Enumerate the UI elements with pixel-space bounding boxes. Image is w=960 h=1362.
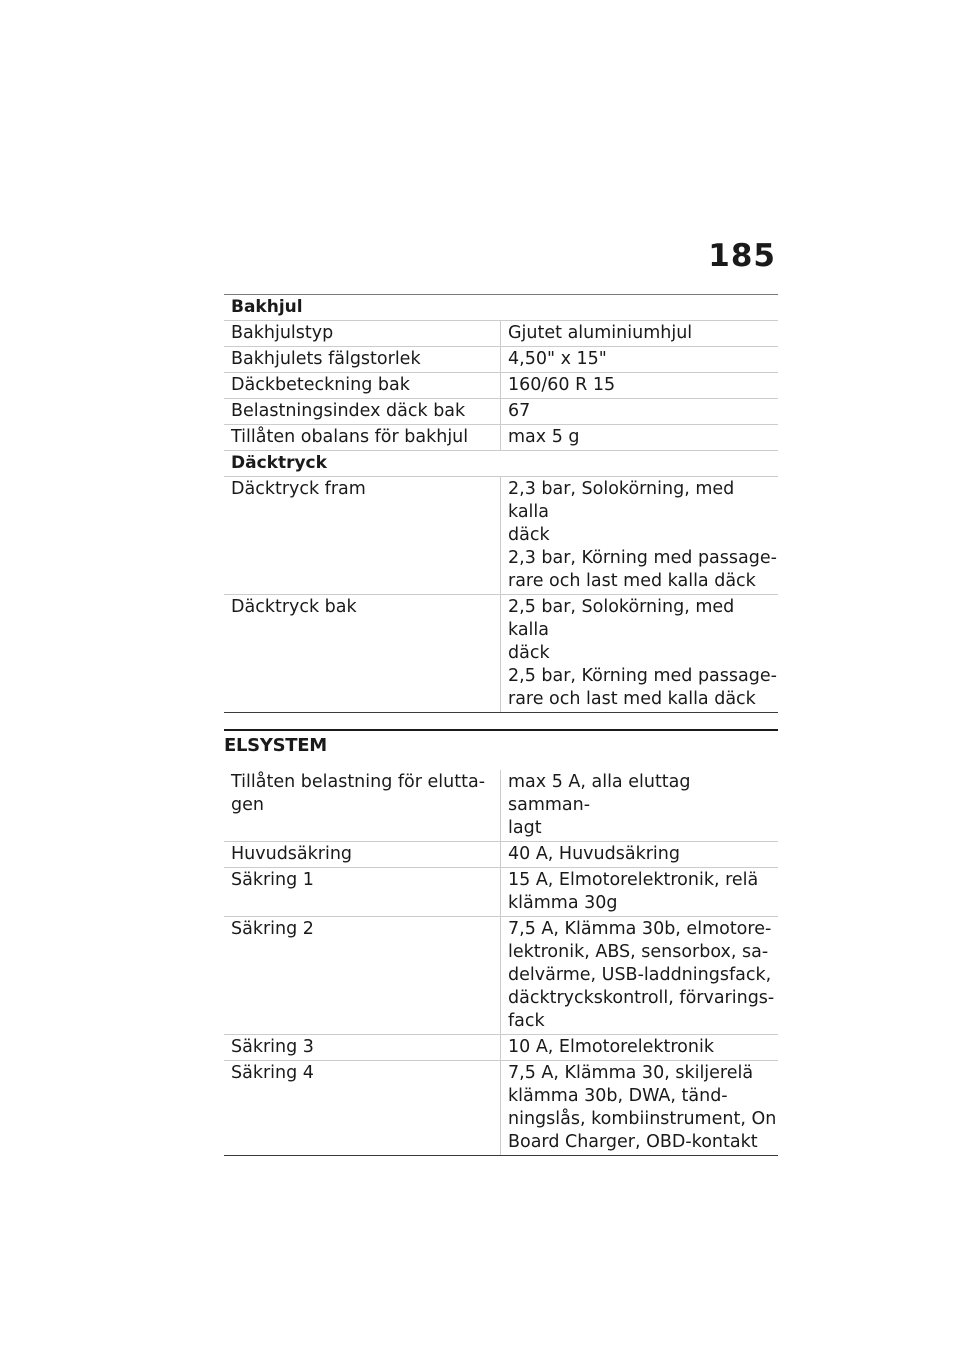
- value-line: rare och last med kalla däck: [508, 571, 756, 591]
- row-label: Bakhjulstyp: [224, 321, 501, 346]
- row-label: Däcktryck fram: [224, 477, 501, 594]
- row-label: Tillåten obalans för bakhjul: [224, 425, 501, 450]
- value-line: lektronik, ABS, sensorbox, sa-: [508, 942, 769, 962]
- row-label: Säkring 1: [224, 868, 501, 916]
- value-line: däck: [508, 525, 550, 545]
- row-label: Belastningsindex däck bak: [224, 399, 501, 424]
- row-value: 67: [508, 401, 531, 421]
- value-line: 7,5 A, Klämma 30, skiljerelä: [508, 1063, 754, 1083]
- row-value: [501, 770, 778, 841]
- value-line: lagt: [508, 818, 542, 838]
- row-value: max 5 g: [508, 427, 580, 447]
- value-line: fack: [508, 1011, 545, 1031]
- row-value: [501, 595, 778, 712]
- value-line: max 5 A, alla eluttag samman-: [508, 772, 691, 815]
- rear-wheel-heading: Bakhjul: [231, 297, 303, 317]
- table-row: [224, 770, 778, 842]
- row-value: 4,50" x 15": [508, 349, 607, 369]
- row-value: 40 A, Huvudsäkring: [508, 844, 680, 864]
- row-label: Däckbeteckning bak: [224, 373, 501, 398]
- row-label: Säkring 2: [224, 917, 501, 1034]
- electrical-section-heading: ELSYSTEM: [224, 729, 778, 758]
- value-line: klämma 30b, DWA, tänd-: [508, 1086, 728, 1106]
- table-row: [224, 917, 778, 1035]
- rear-wheel-heading-row: [224, 294, 778, 321]
- row-label: Säkring 3: [224, 1035, 501, 1060]
- table-row: [224, 399, 778, 425]
- table-row: [224, 477, 778, 595]
- table-row: [224, 868, 778, 917]
- tyre-pressure-heading-row: [224, 451, 778, 477]
- row-label: Däcktryck bak: [224, 595, 501, 712]
- label-line: Tillåten belastning för elutta-: [231, 772, 486, 792]
- row-value: [501, 1061, 778, 1155]
- table-row: [224, 321, 778, 347]
- row-label: Huvudsäkring: [224, 842, 501, 867]
- row-label: [224, 770, 501, 841]
- value-line: rare och last med kalla däck: [508, 689, 756, 709]
- value-line: 2,3 bar, Körning med passage-: [508, 548, 777, 568]
- row-value: [501, 917, 778, 1034]
- row-value: [501, 868, 778, 916]
- value-line: ningslås, kombiinstrument, On: [508, 1109, 777, 1129]
- value-line: delvärme, USB-laddningsfack,: [508, 965, 772, 985]
- table-row: [224, 347, 778, 373]
- page-number: 185: [708, 238, 776, 274]
- value-line: 7,5 A, Klämma 30b, elmotore-: [508, 919, 772, 939]
- value-line: däck: [508, 643, 550, 663]
- row-value: [501, 477, 778, 594]
- spec-content: [224, 294, 778, 1156]
- row-value: 160/60 R 15: [508, 375, 616, 395]
- row-label: Säkring 4: [224, 1061, 501, 1155]
- table-row: [224, 425, 778, 451]
- value-line: klämma 30g: [508, 893, 618, 913]
- row-value: 10 A, Elmotorelektronik: [508, 1037, 714, 1057]
- value-line: däcktryckskontroll, förvarings-: [508, 988, 775, 1008]
- table-row: [224, 373, 778, 399]
- table-row: [224, 595, 778, 713]
- table-row: [224, 1035, 778, 1061]
- row-value: Gjutet aluminiumhjul: [508, 323, 693, 343]
- label-line: gen: [231, 795, 264, 815]
- table-row: [224, 1061, 778, 1156]
- tyre-pressure-heading: Däcktryck: [231, 453, 327, 473]
- value-line: Board Charger, OBD-kontakt: [508, 1132, 758, 1152]
- table-row: [224, 842, 778, 868]
- value-line: 2,3 bar, Solokörning, med kalla: [508, 479, 735, 522]
- row-label: Bakhjulets fälgstorlek: [224, 347, 501, 372]
- value-line: 2,5 bar, Solokörning, med kalla: [508, 597, 735, 640]
- value-line: 15 A, Elmotorelektronik, relä: [508, 870, 759, 890]
- value-line: 2,5 bar, Körning med passage-: [508, 666, 777, 686]
